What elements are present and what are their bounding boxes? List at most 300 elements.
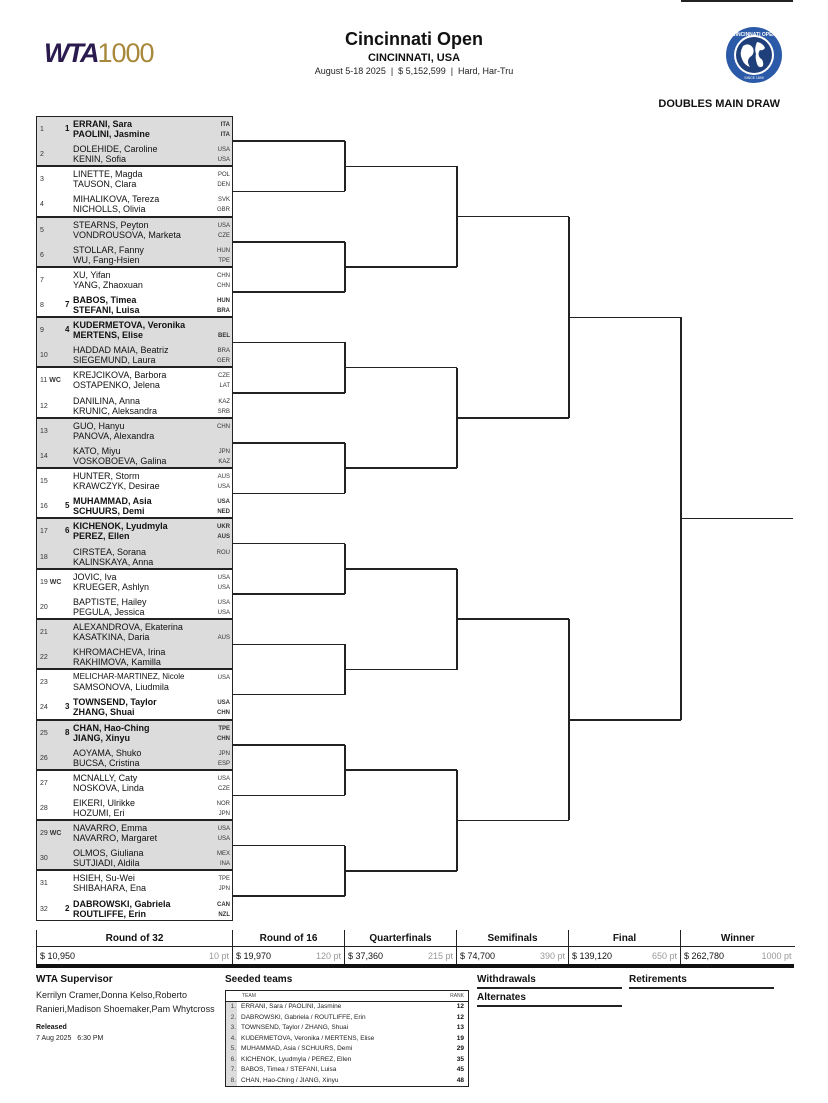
- draw-pair: [36, 820, 233, 870]
- tournament-title: Cincinnati Open: [344, 29, 483, 49]
- bracket-line: [457, 820, 569, 822]
- player-2-country: NED: [217, 509, 230, 516]
- draw-slot: [37, 695, 232, 720]
- team-names: [73, 823, 157, 843]
- player-2-name: HOZUMI, Eri: [73, 808, 125, 818]
- seeded-team-rank: 45: [456, 1066, 464, 1073]
- draw-slot: [37, 167, 232, 192]
- team-names: [73, 748, 141, 768]
- team-names: [73, 647, 165, 667]
- draw-pair: [36, 418, 233, 468]
- team-names: [73, 471, 160, 491]
- bracket-line: [233, 744, 345, 746]
- prize-round-header: Round of 32: [37, 930, 233, 947]
- draw-slot: [37, 117, 232, 142]
- player-2-name: ZHANG, Shuai: [73, 707, 135, 718]
- draw-slot: [37, 821, 232, 846]
- team-names: [73, 899, 171, 919]
- draw-slot: [37, 469, 232, 494]
- player-2-name: VONDROUSOVA, Marketa: [73, 229, 181, 240]
- draw-pair: [36, 669, 233, 719]
- draw-position: 28: [40, 805, 48, 812]
- player-2-country: [218, 683, 230, 693]
- player-1-country: UKR: [217, 524, 230, 531]
- player-2-country: CZE: [218, 232, 230, 239]
- team-names: [73, 697, 157, 717]
- team-countries: [218, 749, 230, 769]
- team-countries: [221, 120, 230, 140]
- player-2-country: KAZ: [218, 458, 230, 465]
- seed-number: 7: [65, 300, 70, 310]
- prize-cell: [569, 947, 681, 965]
- team-names: [73, 521, 168, 541]
- player-2-name: KRUNIC, Aleksandra: [73, 405, 158, 416]
- player-1-country: ITA: [220, 122, 230, 128]
- bracket-line: [569, 719, 681, 721]
- team-names: [73, 798, 135, 818]
- player-2-country: INA: [219, 861, 230, 868]
- team-countries: [218, 573, 230, 593]
- player-1-name: CIRSTEA, Sorana: [73, 546, 147, 557]
- team-names: [73, 169, 143, 189]
- team-names: [73, 396, 157, 416]
- team-names: [73, 144, 158, 164]
- player-2-country: TPE: [218, 257, 230, 264]
- seeded-team-rank: 13: [456, 1024, 464, 1031]
- player-1-country: SVK: [217, 197, 230, 204]
- retirements-heading: Retirements: [629, 974, 774, 989]
- bracket-line: [233, 191, 345, 193]
- player-2-country: USA: [217, 157, 230, 164]
- player-1-country: JPN: [218, 750, 230, 757]
- bracket-line: [233, 442, 345, 444]
- ranking-points: 650 pt: [651, 951, 677, 961]
- team-countries: [218, 623, 230, 643]
- player-1-country: USA: [217, 775, 230, 782]
- player-1-country: [218, 623, 230, 633]
- player-2-country: BEL: [218, 333, 230, 340]
- ranking-points: 10 pt: [208, 951, 229, 961]
- draw-position: 6: [40, 251, 44, 259]
- draw-slot: [37, 243, 232, 268]
- team-countries: [217, 195, 230, 215]
- player-1-country: NOR: [216, 801, 230, 807]
- player-1-name: DOLEHIDE, Caroline: [73, 144, 158, 155]
- seed-rank-number: 3.: [226, 1023, 237, 1034]
- player-1-name: HSIEH, Su-Wei: [73, 873, 135, 884]
- player-2-country: DEN: [217, 182, 230, 189]
- draw-position: 11 WC: [40, 377, 61, 385]
- team-countries: [218, 673, 230, 693]
- player-1-name: BABOS, Timea: [73, 295, 137, 306]
- team-names: [73, 446, 166, 466]
- team-countries: [228, 648, 230, 668]
- seeded-teams-heading: Seeded teams: [225, 974, 293, 985]
- bracket-line: [457, 216, 569, 218]
- team-names: [73, 672, 184, 692]
- seeded-team-rank: 12: [456, 1013, 464, 1021]
- seeded-team-row: [226, 1023, 468, 1034]
- draw-slot: [37, 620, 232, 645]
- bracket-line: [569, 317, 681, 319]
- draw-slot: [37, 394, 232, 419]
- player-1-name: KREJCIKOVA, Barbora: [73, 370, 167, 381]
- player-1-name: HADDAD MAIA, Beatriz: [73, 345, 169, 356]
- seed-rank-number: 5.: [226, 1044, 237, 1055]
- draw-position: 4: [40, 201, 44, 209]
- draw-position: 29 WC: [40, 830, 62, 838]
- player-1-name: CHAN, Hao-Ching: [73, 722, 150, 733]
- player-1-country: MEX: [216, 851, 230, 858]
- player-1-country: USA: [217, 826, 230, 833]
- player-1-country: KAZ: [218, 398, 230, 405]
- player-1-name: KHROMACHEVA, Irina: [73, 647, 166, 658]
- bracket-line: [345, 669, 457, 671]
- tournament-info: August 5-18 2025 | $ 5,152,599 | Hard, Har-Tru: [314, 66, 514, 76]
- team-countries: [218, 598, 230, 618]
- draw-position: 12: [40, 402, 48, 410]
- bracket-line: [345, 467, 457, 469]
- seeded-team-rank: 35: [456, 1055, 464, 1063]
- player-2-country: BRA: [217, 308, 230, 315]
- bracket-line: [233, 140, 345, 142]
- prize-money: $ 37,360: [348, 951, 384, 961]
- bracket-line: [233, 342, 345, 344]
- bracket-line: [681, 0, 793, 2]
- prize-money-table: [36, 930, 794, 966]
- seed-rank-number: 4.: [226, 1034, 237, 1045]
- player-2-country: [217, 558, 230, 568]
- draw-pair: [36, 518, 233, 568]
- player-1-country: USA: [217, 599, 230, 606]
- bracket-line: [345, 769, 457, 771]
- team-countries: [218, 321, 230, 341]
- team-countries: [217, 497, 230, 517]
- draw-slot: [37, 192, 232, 217]
- seed-number: 2: [65, 903, 70, 913]
- prize-money: $ 139,120: [572, 951, 613, 961]
- draw-position: 18: [40, 553, 48, 561]
- prize-cell: [233, 947, 345, 965]
- entry-status: WC: [49, 830, 62, 838]
- draw-slot: [37, 318, 232, 343]
- player-1-name: ERRANI, Sara: [73, 119, 133, 129]
- released-label: Released: [36, 1024, 67, 1031]
- player-2-name: NAVARRO, Margaret: [73, 833, 158, 844]
- team-names: [73, 848, 144, 868]
- draw-slot: [37, 142, 232, 167]
- draw-pair: [36, 870, 233, 920]
- player-2-country: AUS: [217, 534, 230, 541]
- player-2-name: SUTJIADI, Aldila: [73, 858, 140, 869]
- team-countries: [217, 271, 230, 291]
- tier-logo-text: 1000: [97, 38, 154, 68]
- player-1-country: USA: [217, 700, 230, 707]
- draw-slot: [37, 218, 232, 243]
- entry-status: WC: [49, 377, 61, 385]
- ranking-points: 390 pt: [539, 951, 565, 961]
- player-2-name: YANG, Zhaoxuan: [73, 279, 143, 290]
- seeded-team-rank: 29: [456, 1045, 464, 1052]
- bracket-line: [233, 694, 345, 696]
- team-names: [73, 723, 150, 743]
- team-names: [73, 370, 166, 390]
- ranking-points: 120 pt: [315, 951, 341, 961]
- player-1-country: CHN: [217, 423, 230, 430]
- wta-1000-logo: [44, 38, 154, 68]
- draw-pair: [36, 166, 233, 216]
- prize-divider: [36, 964, 794, 968]
- team-countries: [217, 900, 230, 920]
- seed-number: 8: [65, 727, 70, 737]
- draw-position: 3: [40, 176, 44, 184]
- team-countries: [217, 849, 230, 869]
- team-countries: [217, 246, 230, 266]
- player-1-name: TOWNSEND, Taylor: [73, 697, 157, 708]
- draw-position: 15: [40, 478, 48, 486]
- seeded-team-row: [226, 1013, 468, 1024]
- prize-money: $ 19,970: [236, 951, 272, 961]
- seed-number: 4: [65, 325, 70, 335]
- draw-position: 22: [40, 654, 48, 662]
- seeded-team-name: DABROWSKI, Gabriela / ROUTLIFFE, Erin: [241, 1013, 366, 1021]
- draw-title: DOUBLES MAIN DRAW: [658, 98, 780, 110]
- player-1-country: ROU: [216, 549, 230, 556]
- player-1-name: MIHALIKOVA, Tereza: [73, 194, 160, 205]
- player-2-country: GER: [216, 358, 230, 365]
- draw-position: 24: [40, 704, 48, 712]
- seeded-team-name: TOWNSEND, Taylor / ZHANG, Shuai: [241, 1024, 349, 1031]
- team-names: [73, 245, 144, 265]
- seed-rank-number: 7.: [226, 1065, 237, 1076]
- bracket-line: [233, 543, 345, 545]
- player-2-country: SRB: [217, 408, 230, 415]
- team-names: [73, 547, 153, 567]
- player-2-country: GBR: [216, 207, 230, 214]
- player-1-name: NAVARRO, Emma: [73, 823, 148, 834]
- player-1-country: [228, 648, 230, 658]
- player-2-country: [217, 432, 230, 442]
- seeded-team-row: [226, 1034, 468, 1045]
- player-1-country: HUN: [217, 247, 230, 254]
- player-2-name: VOSKOBOEVA, Galina: [73, 455, 167, 466]
- draw-pair: [36, 720, 233, 770]
- player-1-country: JPN: [218, 448, 230, 455]
- prize-money: $ 262,780: [684, 951, 725, 961]
- draw-slot: [37, 519, 232, 544]
- player-1-country: [218, 321, 230, 331]
- seeded-team-name: CHAN, Hao-Ching / JIANG, Xinyu: [241, 1076, 339, 1084]
- seeded-team-name: MUHAMMAD, Asia / SCHUURS, Demi: [241, 1045, 353, 1052]
- draw-pair: [36, 217, 233, 267]
- team-names: [73, 572, 149, 592]
- player-2-name: PAOLINI, Jasmine: [73, 129, 150, 139]
- player-2-name: SHIBAHARA, Ena: [73, 883, 147, 894]
- bracket-line: [681, 518, 793, 520]
- player-1-name: HUNTER, Storm: [73, 471, 140, 482]
- draw-position: 1: [40, 126, 44, 133]
- draw-pair: [36, 569, 233, 619]
- player-1-name: MUHAMMAD, Asia: [73, 496, 152, 507]
- player-2-name: KALINSKAYA, Anna: [73, 556, 154, 567]
- player-2-name: ROUTLIFFE, Erin: [73, 908, 146, 919]
- bracket-line: [457, 618, 569, 620]
- draw-pair: [36, 770, 233, 820]
- draw-slot: [37, 595, 232, 620]
- player-1-name: JOVIC, Iva: [73, 571, 117, 582]
- prize-cell: [37, 947, 233, 965]
- team-countries: [217, 346, 230, 366]
- seed-rank-number: 8.: [226, 1076, 237, 1087]
- draw-position: 31: [40, 880, 48, 888]
- player-2-country: USA: [217, 584, 230, 591]
- draw-position: 26: [40, 754, 48, 762]
- bracket-line: [233, 241, 345, 243]
- team-countries: [217, 799, 230, 819]
- draw-position: 2: [40, 151, 44, 159]
- team-names: [73, 345, 169, 365]
- draw-position: 14: [40, 452, 48, 460]
- team-countries: [218, 221, 230, 241]
- team-names: [73, 873, 146, 893]
- player-1-country: BRA: [217, 348, 230, 355]
- player-1-name: DANILINA, Anna: [73, 395, 141, 406]
- prize-cell: [457, 947, 569, 965]
- player-1-country: HUN: [217, 298, 230, 305]
- player-1-country: POL: [217, 172, 230, 179]
- player-1-name: AOYAMA, Shuko: [73, 747, 142, 758]
- bracket-line: [233, 291, 345, 293]
- draw-slot: [37, 746, 232, 771]
- player-1-country: TPE: [218, 725, 230, 732]
- draw-slot: [37, 444, 232, 469]
- team-names: [73, 421, 154, 441]
- player-1-name: XU, Yifan: [73, 269, 111, 280]
- wta-logo-text: WTA: [44, 38, 98, 68]
- seeded-team-row: [226, 1044, 468, 1055]
- seeded-team-rank: 48: [456, 1076, 464, 1084]
- player-2-name: PEREZ, Ellen: [73, 531, 130, 542]
- team-countries: [217, 724, 230, 744]
- player-1-name: STOLLAR, Fanny: [73, 244, 144, 255]
- ranking-points: 1000 pt: [761, 951, 792, 961]
- player-1-name: GUO, Hanyu: [73, 420, 125, 431]
- player-1-name: LINETTE, Magda: [73, 169, 143, 180]
- seed-rank-number: 6.: [226, 1055, 237, 1066]
- bracket-line: [233, 493, 345, 495]
- seeded-team-row: [226, 1076, 468, 1087]
- team-names: [73, 320, 185, 340]
- player-1-country: CZE: [218, 373, 230, 380]
- player-2-country: JPN: [218, 811, 230, 817]
- prize-cell: [345, 947, 457, 965]
- player-2-country: NZL: [218, 911, 230, 918]
- player-1-name: KICHENOK, Lyudmyla: [73, 521, 168, 532]
- team-countries: [217, 522, 230, 542]
- withdrawals-heading: Withdrawals: [477, 974, 622, 989]
- seed-number: 3: [65, 702, 70, 712]
- draw-slot: [37, 343, 232, 368]
- team-countries: [217, 170, 230, 190]
- seeded-team-name: KUDERMETOVA, Veronika / MERTENS, Elise: [241, 1034, 375, 1042]
- player-1-country: USA: [217, 147, 230, 154]
- team-names: [73, 496, 152, 516]
- team-countries: [218, 874, 230, 894]
- player-2-name: NOSKOVA, Linda: [73, 782, 144, 793]
- player-2-country: CHN: [217, 735, 230, 742]
- player-1-name: EIKERI, Ulrikke: [73, 798, 136, 808]
- player-2-country: CZE: [218, 785, 230, 792]
- player-1-country: USA: [217, 574, 230, 581]
- draw-slot: [37, 645, 232, 670]
- team-countries: [217, 698, 230, 718]
- team-names: [73, 119, 150, 139]
- player-2-name: SCHUURS, Demi: [73, 506, 145, 517]
- draw-position: 13: [40, 427, 48, 435]
- seeded-team-row: [226, 1065, 468, 1076]
- bracket-line: [233, 795, 345, 797]
- draw-slot: [37, 570, 232, 595]
- player-1-name: KATO, Miyu: [73, 445, 121, 456]
- team-countries: [218, 145, 230, 165]
- draw-slot: [37, 796, 232, 821]
- draw-pair: [36, 619, 233, 669]
- draw-pair: [36, 367, 233, 417]
- player-2-name: SIEGEMUND, Laura: [73, 355, 156, 366]
- player-2-country: [228, 658, 230, 668]
- draw-slot: [37, 494, 232, 519]
- player-2-name: TAUSON, Clara: [73, 179, 137, 190]
- seeded-team-name: KICHENOK, Lyudmyla / PEREZ, Ellen: [241, 1055, 352, 1063]
- player-2-country: JPN: [218, 886, 230, 893]
- draw-position: 10: [40, 352, 48, 360]
- player-1-country: CHN: [217, 272, 230, 279]
- draw-slot: [37, 545, 232, 570]
- alternates-heading: Alternates: [477, 992, 622, 1007]
- team-names: [73, 295, 140, 315]
- draw-position: 25: [40, 729, 48, 737]
- draw-position: 19 WC: [40, 578, 62, 586]
- prize-round-header: Semifinals: [457, 930, 569, 947]
- draw-pair: [36, 267, 233, 317]
- draw-position: 9: [40, 327, 44, 335]
- draw-slot: [37, 771, 232, 796]
- team-countries: [218, 774, 230, 794]
- team-countries: [217, 296, 230, 316]
- player-2-country: ITA: [220, 132, 230, 138]
- released-value: 7 Aug 2025 6:30 PM: [36, 1035, 104, 1042]
- bracket-line: [233, 644, 345, 646]
- bracket-line: [345, 367, 457, 369]
- draw-position: 8: [40, 302, 44, 310]
- draw-slot: [37, 293, 232, 318]
- seed-rank-number: 2.: [226, 1013, 237, 1024]
- team-countries: [217, 422, 230, 442]
- team-countries: [218, 397, 230, 417]
- seeded-team-rank: 12: [456, 1003, 464, 1010]
- player-2-name: SAMSONOVA, Liudmila: [73, 682, 169, 693]
- seeded-team-rank: 19: [456, 1034, 464, 1042]
- prize-round-header: Round of 16: [233, 930, 345, 947]
- player-2-name: JIANG, Xinyu: [73, 732, 131, 743]
- ranking-points: 215 pt: [427, 951, 453, 961]
- team-countries: [218, 472, 230, 492]
- player-2-country: CHN: [217, 710, 230, 717]
- player-1-country: CAN: [217, 901, 230, 908]
- draw-position: 21: [40, 628, 48, 636]
- draw-slot: [37, 419, 232, 444]
- supervisor-heading: WTA Supervisor: [36, 974, 113, 985]
